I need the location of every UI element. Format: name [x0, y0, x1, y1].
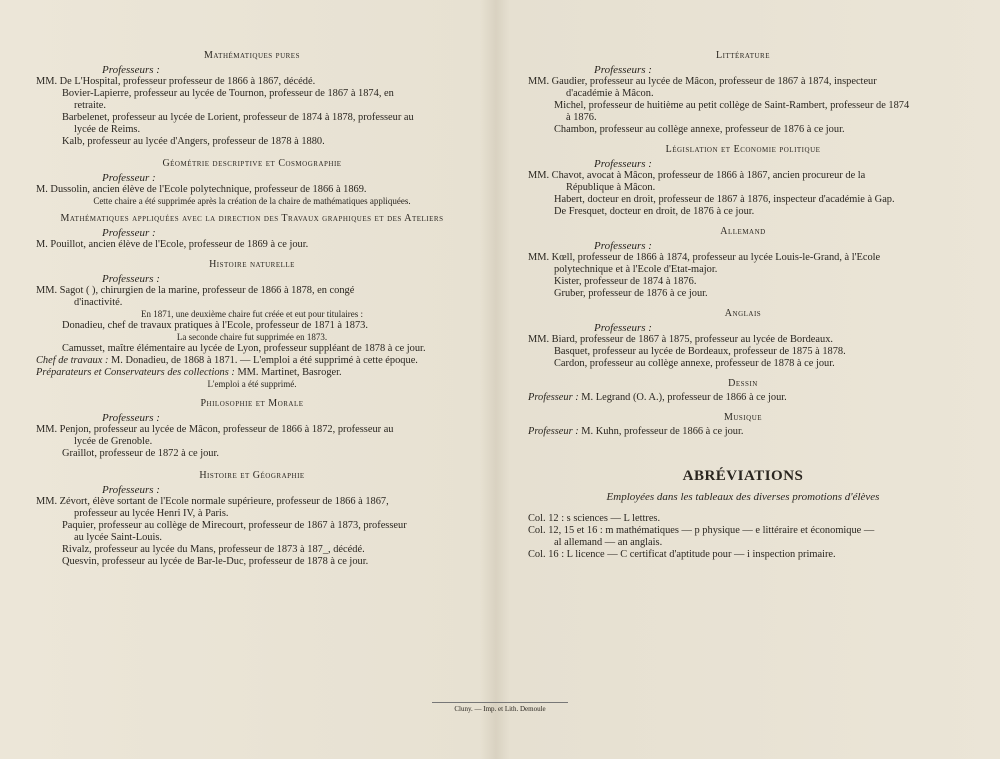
text-line: professeur au lycée Henri IV, à Paris. — [74, 508, 229, 519]
musique-role-label: Professeur : — [528, 426, 579, 437]
text-line: Chambon, professeur au collège annexe, professeur de 1876 à ce jour. — [554, 124, 845, 135]
section-title-histoire-geo: Histoire et Géographie — [199, 470, 305, 481]
note-line: L'emploi a été supprimé. — [207, 379, 297, 389]
text-line: Barbelenet, professeur au lycée de Lorient, professeur de 1874 à 1878, professeur au — [62, 112, 414, 123]
note-line: Cette chaire a été supprimée après la création de la chaire de mathématiques appliquées. — [93, 196, 411, 206]
text-line: Camusset, maître élémentaire au lycée de Lyon, professeur suppléant de 1878 à ce jour. — [62, 343, 426, 354]
section-title-histoire-naturelle: Histoire naturelle — [209, 259, 295, 270]
text-line: Bovier-Lapierre, professeur au lycée de Tournon, professeur de 1867 à 1874, en — [62, 88, 394, 99]
role-label: Professeurs : — [102, 484, 160, 496]
abbreviations-title: ABRÉVIATIONS — [682, 468, 804, 484]
section-title-legislation: Législation et Economie politique — [665, 144, 821, 155]
text-line: retraite. — [74, 100, 107, 111]
preparateurs-text: MM. Martinet, Basroger. — [234, 367, 342, 378]
text-line: Basquet, professeur au lycée de Bordeaux, professeur de 1875 à 1878. — [554, 346, 846, 357]
section-title-math-appliquees: Mathématiques appliquées avec la direction des Travaux graphiques et des Ateliers — [60, 213, 444, 224]
text-line: MM. Gaudier, professeur au lycée de Mâcon, professeur de 1867 à 1874, inspecteur — [528, 76, 877, 87]
section-title-allemand: Allemand — [720, 226, 766, 237]
note-line: En 1871, une deuxième chaire fut créée et eut pour titulaires : — [141, 309, 363, 319]
chef-travaux-text: M. Donadieu, de 1868 à 1871. — L'emploi a été supprimé à cette époque. — [108, 355, 418, 366]
section-title-geometrie: Géométrie descriptive et Cosmographie — [162, 158, 342, 169]
text-line: M. Pouillot, ancien élève de l'Ecole, professeur de 1869 à ce jour. — [36, 239, 309, 250]
section-title-anglais: Anglais — [724, 308, 762, 319]
preparateurs-label: Préparateurs et Conservateurs des collections : — [36, 367, 235, 378]
note-line: La seconde chaire fut supprimée en 1873. — [176, 332, 328, 342]
dessin-role-label: Professeur : — [528, 392, 579, 403]
text-line: à 1876. — [566, 112, 597, 123]
text-line: Paquier, professeur au collège de Mirecourt, professeur de 1867 à 1873, professeur — [62, 520, 407, 531]
dessin-line — [528, 392, 958, 404]
text-line: MM. Biard, professeur de 1867 à 1875, professeur au lycée de Bordeaux. — [528, 334, 833, 345]
role-label: Professeurs : — [594, 240, 652, 252]
text-line: polytechnique et à l'Ecole d'Etat-major. — [554, 264, 718, 275]
abbrev-line: Col. 12, 15 et 16 : m mathématiques — p physique — e littéraire et économique — — [528, 525, 875, 536]
role-label: Professeurs : — [594, 64, 652, 76]
role-label: Professeur : — [102, 172, 156, 184]
role-label: Professeurs : — [594, 158, 652, 170]
text-line: MM. Kœll, professeur de 1866 à 1874, professeur au lycée Louis-le-Grand, à l'Ecole — [528, 252, 881, 263]
section-title-litterature: Littérature — [716, 50, 770, 61]
text-line: Michel, professeur de huitième au petit collège de Saint-Rambert, professeur de 1874 — [554, 100, 910, 111]
role-label: Professeurs : — [594, 322, 652, 334]
text-line: MM. De L'Hospital, professeur professeur de 1866 à 1867, décédé. — [36, 76, 316, 87]
text-line: M. Dussolin, ancien élève de l'Ecole polytechnique, professeur de 1866 à 1869. — [36, 184, 367, 195]
text-line: MM. Zévort, élève sortant de l'Ecole normale supérieure, professeur de 1866 à 1867, — [36, 496, 389, 507]
text-line: Donadieu, chef de travaux pratiques à l'Ecole, professeur de 1871 à 1873. — [62, 320, 368, 331]
text-line: De Fresquet, docteur en droit, de 1876 à ce jour. — [554, 206, 755, 217]
preparateurs-line — [36, 367, 468, 379]
text-line: Graillot, professeur de 1872 à ce jour. — [62, 448, 219, 459]
role-label: Professeurs : — [102, 412, 160, 424]
text-line: Gruber, professeur de 1876 à ce jour. — [554, 288, 708, 299]
text-line: Habert, docteur en droit, professeur de 1867 à 1876, inspecteur d'académie à Gap. — [554, 194, 895, 205]
section-title-math-pures: Mathématiques pures — [204, 50, 300, 61]
text-line: d'inactivité. — [74, 297, 123, 308]
chef-travaux-line — [36, 355, 468, 367]
text-line: Kister, professeur de 1874 à 1876. — [554, 276, 697, 287]
chef-travaux-label: Chef de travaux : — [36, 355, 109, 366]
dessin-text: M. Legrand (O. A.), professeur de 1866 à ce jour. — [578, 392, 787, 403]
text-line: MM. Chavot, avocat à Mâcon, professeur de 1866 à 1867, ancien procureur de la — [528, 170, 866, 181]
text-line: Cardon, professeur au collège annexe, professeur de 1878 à ce jour. — [554, 358, 835, 369]
text-line: MM. Penjon, professeur au lycée de Mâcon, professeur de 1866 à 1872, professeur au — [36, 424, 394, 435]
text-line: Kalb, professeur au lycée d'Angers, professeur de 1878 à 1880. — [62, 136, 325, 147]
text-line: lycée de Reims. — [74, 124, 141, 135]
section-title-philosophie: Philosophie et Morale — [200, 398, 304, 409]
text-line: d'académie à Mâcon. — [566, 88, 654, 99]
text-line: MM. Sagot ( ), chirurgien de la marine, professeur de 1866 à 1878, en congé — [36, 285, 355, 296]
abbrev-line: al allemand — an anglais. — [554, 537, 663, 548]
printer-footer: Cluny. — Imp. et Lith. Demoule — [432, 702, 568, 713]
musique-text: M. Kuhn, professeur de 1866 à ce jour. — [578, 426, 744, 437]
abbreviations-subtitle: Employées dans les tableaux des diverses promotions d'élèves — [606, 491, 880, 503]
left-column — [36, 44, 468, 568]
text-line: au lycée Saint-Louis. — [74, 532, 163, 543]
text-line: République à Mâcon. — [566, 182, 656, 193]
section-title-dessin: Dessin — [728, 378, 758, 389]
role-label: Professeurs : — [102, 64, 160, 76]
right-column — [528, 44, 958, 561]
text-line: Rivalz, professeur au lycée du Mans, professeur de 1873 à 187_, décédé. — [62, 544, 365, 555]
role-label: Professeur : — [102, 227, 156, 239]
role-label: Professeurs : — [102, 273, 160, 285]
text-line: lycée de Grenoble. — [74, 436, 153, 447]
abbrev-line: Col. 16 : L licence — C certificat d'aptitude pour — i inspection primaire. — [528, 549, 836, 560]
abbrev-line: Col. 12 : s sciences — L lettres. — [528, 513, 661, 524]
musique-line — [528, 426, 958, 438]
text-line: Quesvin, professeur au lycée de Bar-le-Duc, professeur de 1878 à ce jour. — [62, 556, 369, 567]
section-title-musique: Musique — [723, 412, 763, 423]
